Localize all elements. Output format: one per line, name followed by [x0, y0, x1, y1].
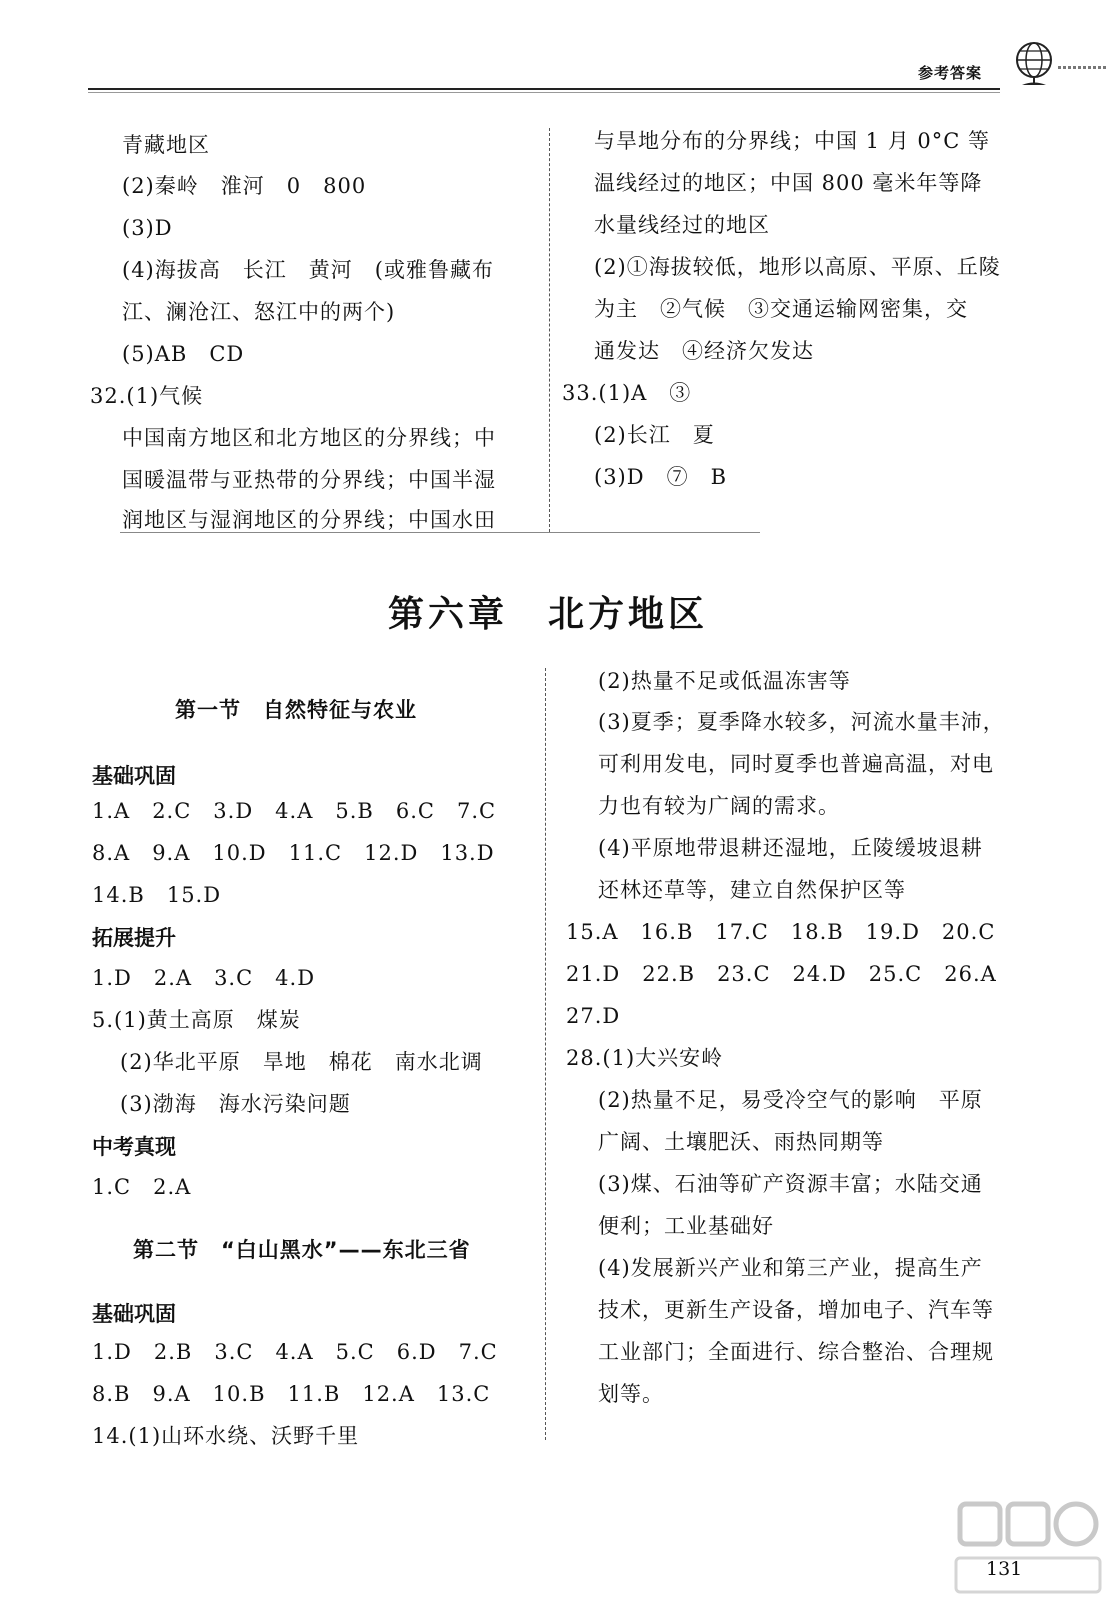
section-title: 第二节 “白山黑水”——东北三省 [133, 1238, 471, 1262]
answer-line: 国暖温带与亚热带的分界线；中国半湿 [122, 468, 496, 492]
answer-line: 力也有较为广阔的需求。 [598, 794, 840, 818]
column-divider-top [549, 128, 550, 532]
answer-line: 8.A 9.A 10.D 11.C 12.D 13.D [92, 841, 495, 865]
answer-line: 1.A 2.C 3.D 4.A 5.B 6.C 7.C [92, 799, 497, 823]
answer-line: 通发达 ④经济欠发达 [594, 339, 814, 363]
answer-line: 工业部门；全面进行、综合整治、合理规 [598, 1340, 994, 1364]
answer-line: (2)热量不足，易受冷空气的影响 平原 [598, 1088, 983, 1112]
answer-line: 划等。 [598, 1382, 664, 1406]
answer-line: 1.D 2.B 3.C 4.A 5.C 6.D 7.C [92, 1340, 498, 1364]
answer-line: (3)渤海 海水污染问题 [120, 1092, 351, 1116]
watermark-logo [952, 1500, 1102, 1598]
subsection-heading: 中考真现 [92, 1135, 176, 1159]
subsection-heading: 拓展提升 [92, 926, 176, 950]
answer-line: (4)平原地带退耕还湿地，丘陵缓坡退耕 [598, 836, 983, 860]
answer-line: 可利用发电，同时夏季也普遍高温，对电 [598, 752, 994, 776]
answer-line: 5.(1)黄土高原 煤炭 [92, 1008, 301, 1032]
answer-line: 便利；工业基础好 [598, 1214, 774, 1238]
answer-line: (3)夏季；夏季降水较多，河流水量丰沛， [598, 710, 1005, 734]
answer-line: 1.C 2.A [92, 1175, 192, 1199]
answer-line: 28.(1)大兴安岭 [566, 1046, 724, 1070]
answer-line: 江、澜沧江、怒江中的两个) [122, 300, 396, 324]
subsection-heading: 基础巩固 [92, 1302, 176, 1326]
answer-line: 1.D 2.A 3.C 4.D [92, 966, 316, 990]
answer-line: 32.(1)气候 [90, 384, 204, 408]
answer-line: 14.(1)山环水绕、沃野千里 [92, 1424, 360, 1448]
answer-line: 21.D 22.B 23.C 24.D 25.C 26.A [566, 962, 997, 986]
answer-line: 27.D [566, 1004, 621, 1028]
answer-line: 润地区与湿润地区的分界线；中国水田 [122, 508, 496, 532]
answer-line: (2)华北平原 旱地 棉花 南水北调 [120, 1050, 483, 1074]
subsection-heading: 基础巩固 [92, 764, 176, 788]
header-rule [88, 88, 1000, 90]
answer-line: (4)海拔高 长江 黄河 (或雅鲁藏布 [122, 258, 494, 282]
answer-line: (5)AB CD [122, 342, 245, 366]
header-rule-thin [88, 92, 1000, 93]
column-divider-bottom [545, 668, 546, 1440]
answer-line: (2)热量不足或低温冻害等 [598, 669, 851, 693]
answer-line: 与旱地分布的分界线；中国 1 月 0°C 等 [594, 129, 990, 153]
answer-line: (4)发展新兴产业和第三产业，提高生产 [598, 1256, 983, 1280]
answer-line: (3)煤、石油等矿产资源丰富；水陆交通 [598, 1172, 983, 1196]
answer-line: (2)秦岭 淮河 0 800 [122, 174, 367, 198]
answer-line: (2)长江 夏 [594, 423, 715, 447]
answer-line: 14.B 15.D [92, 883, 222, 907]
header-decoration [1058, 66, 1108, 69]
page-number: 131 [986, 1558, 1023, 1580]
globe-icon [1010, 38, 1058, 90]
answer-line: (3)D [122, 216, 173, 240]
answer-line: 33.(1)A ③ [562, 381, 692, 405]
page-header [0, 0, 1114, 100]
header-label: 参考答案 [918, 64, 983, 82]
answer-line: 8.B 9.A 10.B 11.B 12.A 13.C [92, 1382, 491, 1406]
answer-line: 中国南方地区和北方地区的分界线；中 [122, 426, 496, 450]
answer-line: 15.A 16.B 17.C 18.B 19.D 20.C [566, 920, 996, 944]
answer-line: 温线经过的地区；中国 800 毫米年等降 [594, 171, 983, 195]
answer-line: 还林还草等，建立自然保护区等 [598, 878, 906, 902]
answer-line: (2)①海拔较低，地形以高原、平原、丘陵 [594, 255, 1001, 279]
answer-line: (3)D ⑦ B [594, 465, 728, 489]
answer-line: 水量线经过的地区 [594, 213, 770, 237]
section-title: 第一节 自然特征与农业 [175, 698, 417, 722]
answer-line: 广阔、土壤肥沃、雨热同期等 [598, 1130, 884, 1154]
answer-line: 技术，更新生产设备，增加电子、汽车等 [598, 1298, 994, 1322]
chapter-title: 第六章 北方地区 [388, 594, 709, 635]
answer-line: 为主 ②气候 ③交通运输网密集，交 [594, 297, 968, 321]
answer-line: 青藏地区 [122, 133, 210, 157]
